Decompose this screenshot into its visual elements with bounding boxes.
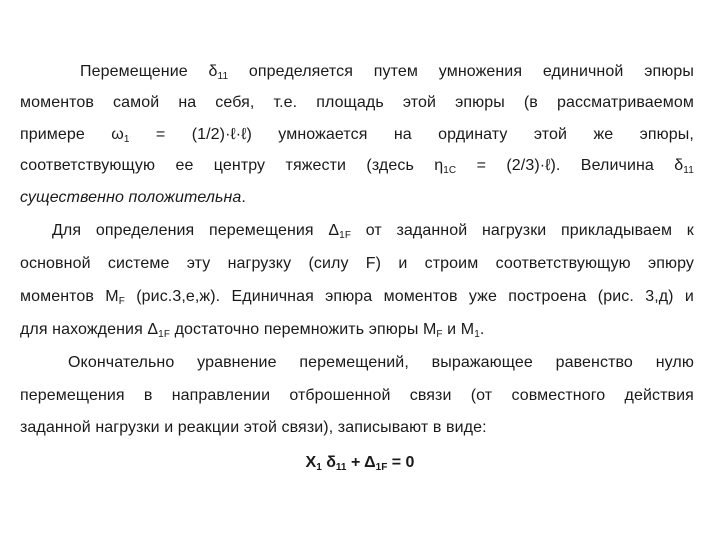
- p2-line2: основной системе эту нагрузку (силу F) и строим соответствующую эпюру: [20, 255, 694, 272]
- p2-line1: Для определения перемещения $\Delta_{1F}$ от заданной нагрузки прикладываем к: [52, 222, 694, 241]
- p3-line3: заданной нагрузки и реакции этой связи), записывают в виде:: [20, 419, 487, 436]
- p3-line1: Окончательно уравнение перемещений, выражающее равенство нулю: [68, 354, 694, 371]
- p2-line3: моментов $M_F$ (рис.3,е,ж). Единичная эпюра моментов уже построена (рис. 3,д) и: [20, 288, 694, 307]
- p2-line4: для нахождения $\Delta_{1F}$ достаточно перемножить эпюры $M_F$ и $M_1$.: [20, 321, 485, 340]
- p1-line5: существенно положительна.: [20, 189, 246, 206]
- emphasis-text: существенно положительна: [20, 189, 242, 206]
- p1-line1: Перемещение $\delta_{11}$ определяется путем умножения единичной эпюры: [80, 63, 694, 82]
- displacement-equation: $X_1$ $\delta_{11} + \Delta_{1F} = 0$: [305, 454, 415, 473]
- p1-line2: моментов самой на себя, т.е. площадь этой эпюры (в рассматриваемом: [20, 94, 694, 111]
- p1-line3: примере $\omega_1$ = (1/2)·ℓ·ℓ) умножается на ординату этой же эпюры,: [20, 126, 694, 145]
- p1-line4: соответствующую ее центру тяжести (здесь $\eta_{1C}$ = (2/3)·ℓ). Величина $\delta_{11}$: [20, 157, 694, 176]
- p3-line2: перемещения в направлении отброшенной связи (от совместного действия: [20, 387, 694, 404]
